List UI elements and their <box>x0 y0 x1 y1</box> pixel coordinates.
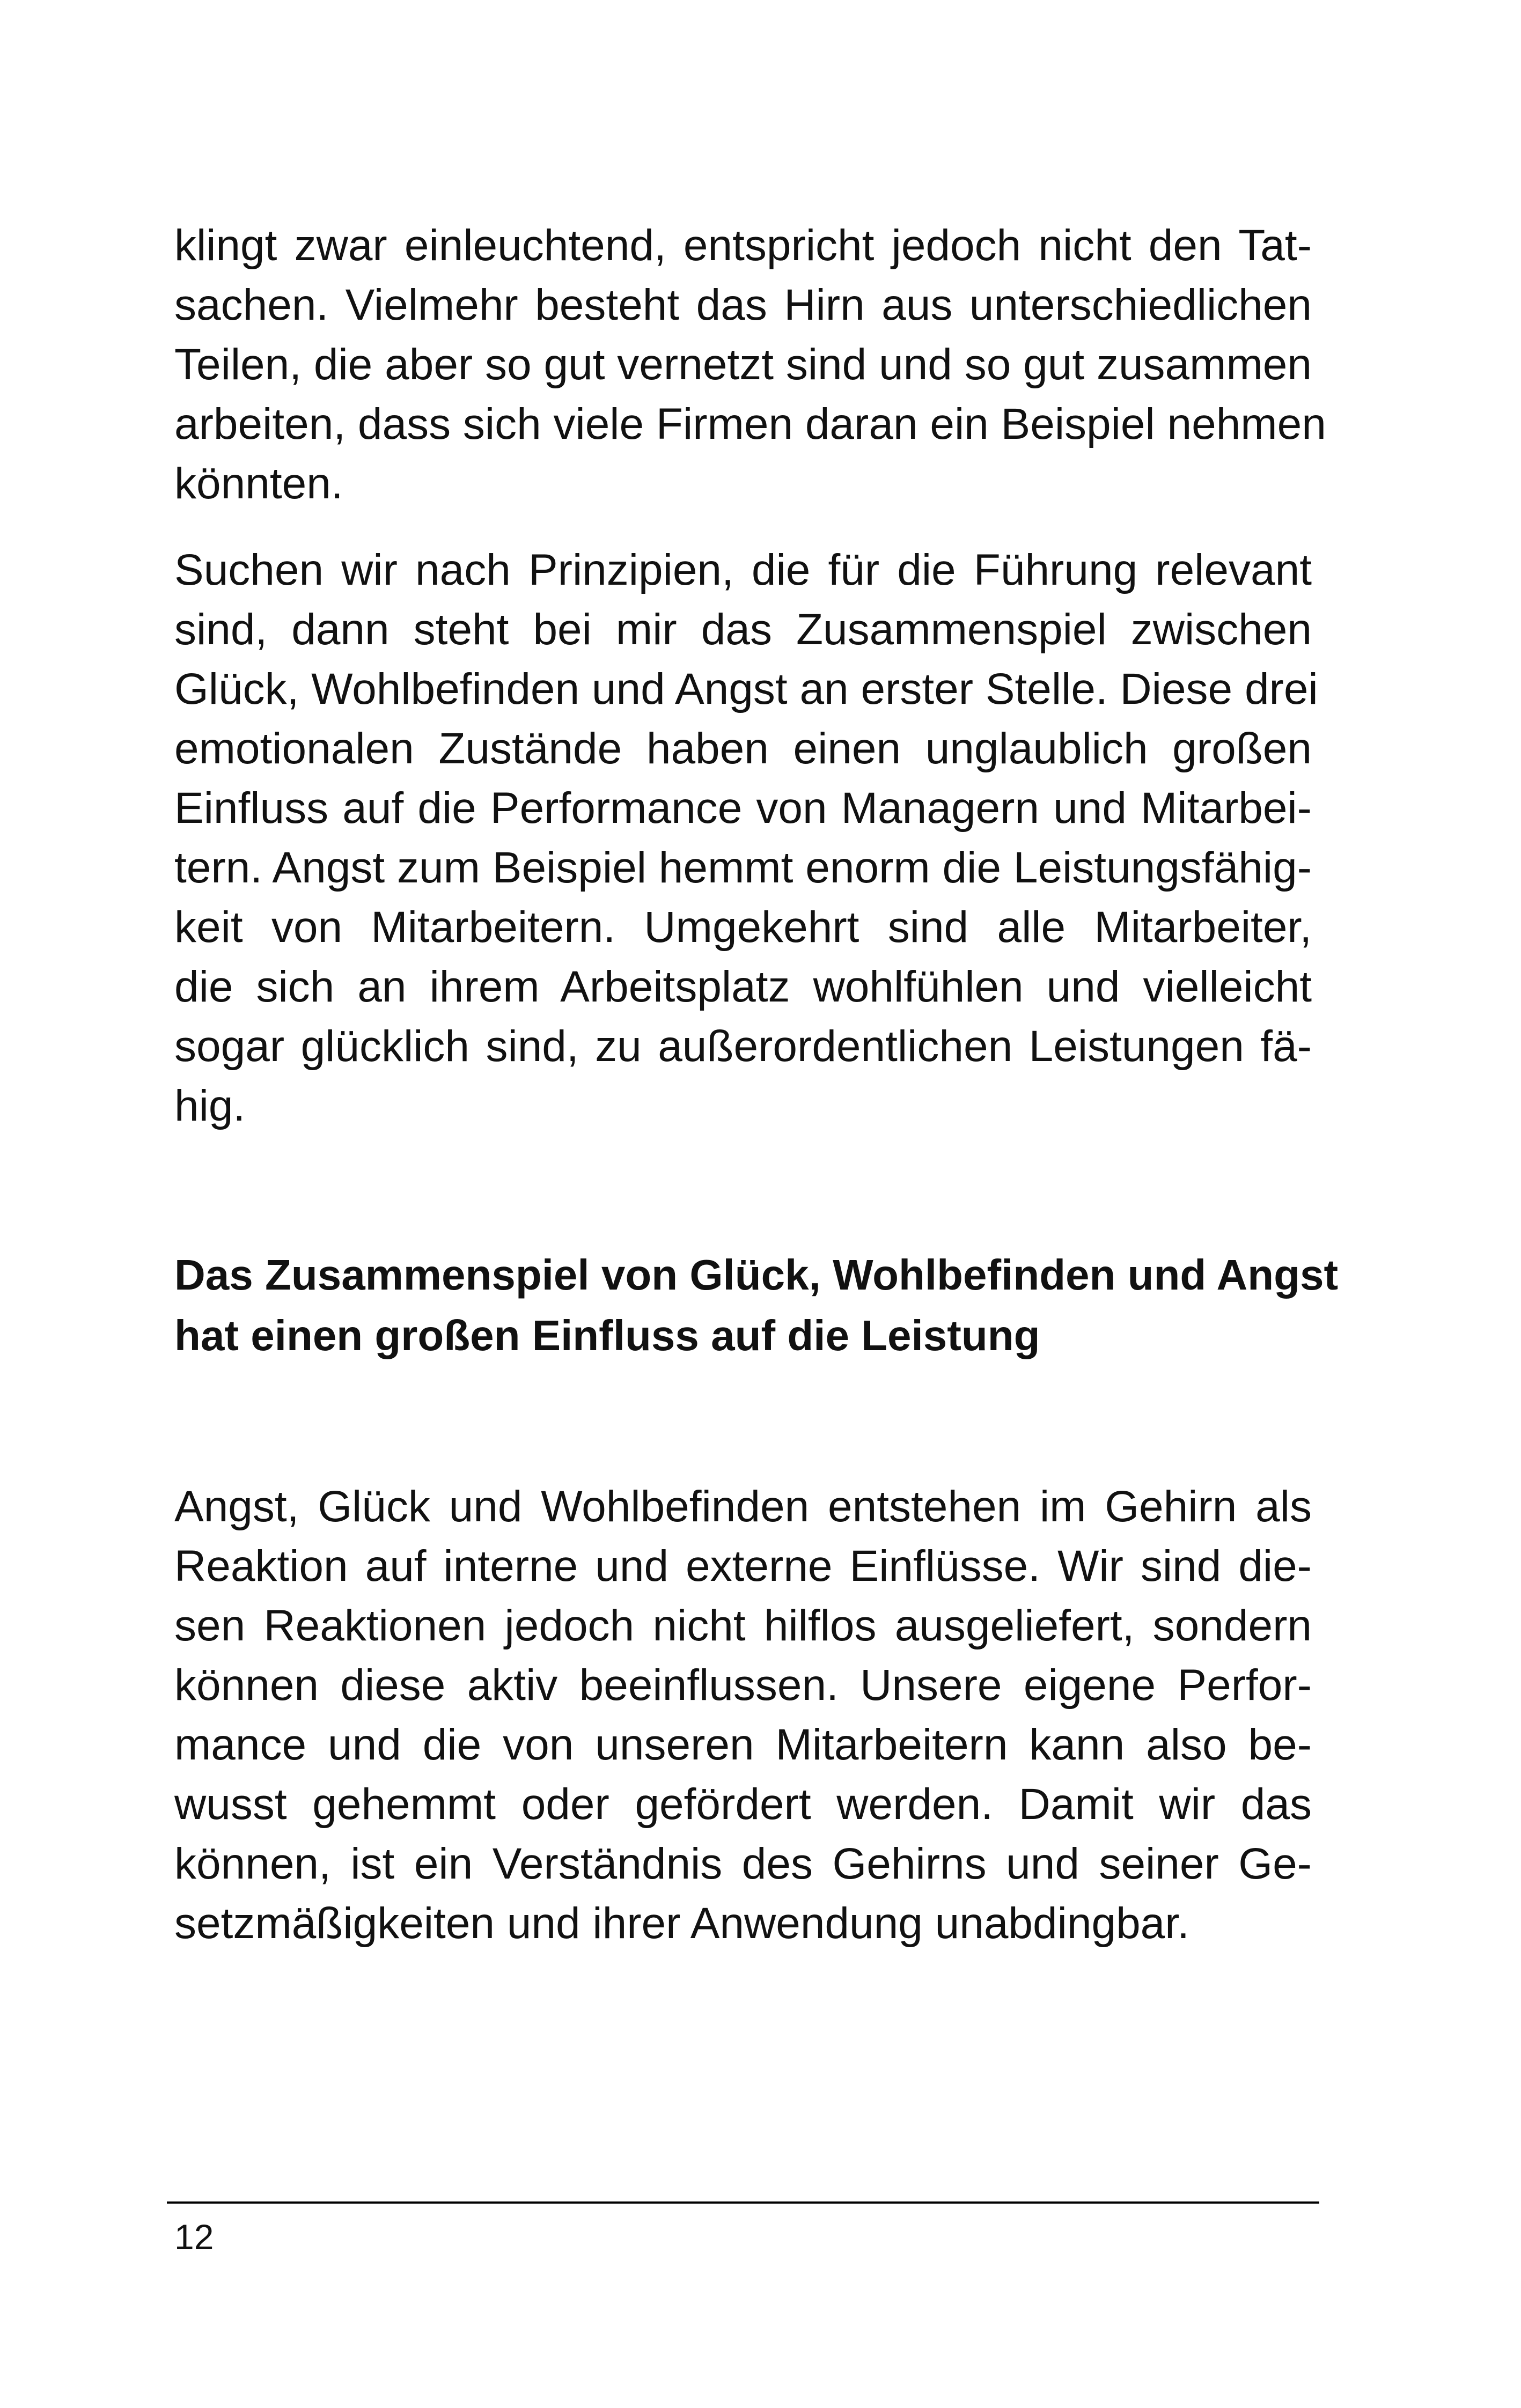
page-number: 12 <box>174 2217 214 2257</box>
text-line: setzmäßigkeiten und ihrer Anwendung unabdingbar. <box>174 1899 1189 1948</box>
text-line: sind, dann steht bei mir das Zusammenspiel zwischen <box>174 605 1312 654</box>
paragraph-3 <box>174 1477 1312 1953</box>
section-heading <box>174 1244 1339 1366</box>
text-line: Reaktion auf interne und externe Einflüsse. Wir sind die- <box>174 1542 1312 1590</box>
text-line: arbeiten, dass sich viele Firmen daran ein Beispiel nehmen <box>174 400 1326 448</box>
text-line: sen Reaktionen jedoch nicht hilflos ausgeliefert, sondern <box>174 1601 1312 1650</box>
text-line: Angst, Glück und Wohlbefinden entstehen im Gehirn als <box>174 1482 1312 1531</box>
text-line: Glück, Wohlbefinden und Angst an erster Stelle. Diese drei <box>174 665 1318 713</box>
heading-line: hat einen großen Einfluss auf die Leistung <box>174 1312 1040 1359</box>
text-line: tern. Angst zum Beispiel hemmt enorm die Leistungsfähig- <box>174 843 1312 892</box>
text-line: sogar glücklich sind, zu außerordentlichen Leistungen fä- <box>174 1022 1312 1071</box>
text-line: Suchen wir nach Prinzipien, die für die Führung relevant <box>174 546 1312 594</box>
text-line: emotionalen Zustände haben einen unglaublich großen <box>174 724 1312 773</box>
text-line: keit von Mitarbeitern. Umgekehrt sind alle Mitarbeiter, <box>174 903 1312 952</box>
paragraph-1 <box>174 216 1326 513</box>
heading-line: Das Zusammenspiel von Glück, Wohlbefinden und Angst <box>174 1251 1339 1299</box>
text-line: Einfluss auf die Performance von Managern und Mitarbei- <box>174 784 1312 833</box>
footer-divider <box>167 2201 1319 2204</box>
text-line: mance und die von unseren Mitarbeitern kann also be- <box>174 1720 1312 1769</box>
paragraph-2 <box>174 540 1318 1136</box>
text-line: Teilen, die aber so gut vernetzt sind und so gut zusammen <box>174 340 1312 389</box>
text-line: die sich an ihrem Arbeitsplatz wohlfühlen und vielleicht <box>174 962 1312 1011</box>
text-line: können diese aktiv beeinflussen. Unsere eigene Perfor- <box>174 1661 1312 1710</box>
text-line: können, ist ein Verständnis des Gehirns und seiner Ge- <box>174 1839 1312 1888</box>
text-line: könnten. <box>174 459 343 508</box>
text-line: sachen. Vielmehr besteht das Hirn aus unterschiedlichen <box>174 281 1312 329</box>
text-line: wusst gehemmt oder gefördert werden. Damit wir das <box>174 1780 1312 1829</box>
text-line: klingt zwar einleuchtend, entspricht jedoch nicht den Tat- <box>174 221 1312 270</box>
text-line: hig. <box>174 1081 246 1130</box>
